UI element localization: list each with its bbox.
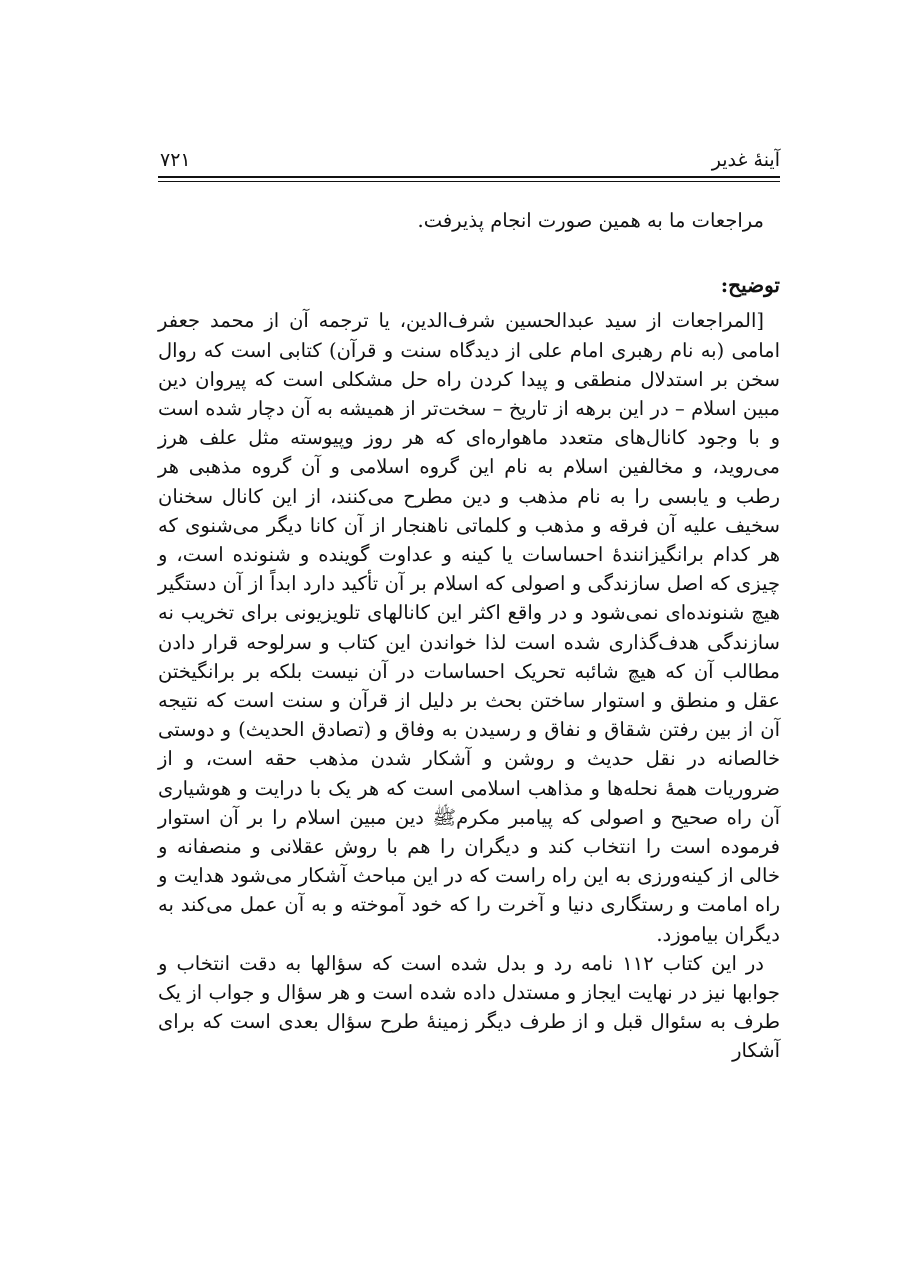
paragraph: در این کتاب ۱۱۲ نامه رد و بدل شده است که سؤالها به دقت انتخاب و جوابها نیز در نهایت ایجاز و مستدل داده شده است و هر سؤال و جواب از یک طرف به سئوال قبل و از طرف دیگر زمینهٔ طرح سؤال بعدی است که برای آشکار	[158, 951, 780, 1063]
intro-line: مراجعات ما به همین صورت انجام پذیرفت.	[417, 209, 764, 232]
book-title: آینهٔ غدیر	[711, 149, 780, 171]
section-heading: توضیح:	[720, 273, 780, 298]
body-text	[158, 206, 780, 1066]
header-rule-thin	[158, 181, 780, 182]
header-rule-thick	[158, 176, 780, 178]
page-number: ۷۲۱	[160, 149, 191, 171]
running-header	[158, 148, 780, 178]
paragraph: [المراجعات از سید عبدالحسین شرف‌الدین، یا ترجمه آن از محمد جعفر امامی (به نام رهبری امام علی از دیدگاه سنت و قرآن) کتابی است که روال سخن بر استدلال منطقی و پیدا کردن راه حل مشکلی است که پیروان دین مبین اسلام – در این برهه از تاریخ – سخت‌تر از همیشه به آن دچار شده است و با وجود کانال‌های متعدد ماهواره‌ای که هر روز وپیوسته مثل علف هرز می‌روید، و مخالفین اسلام به نام این گروه اسلامی و آن گروه مذهبی هر رطب و یابسی را به نام مذهب و دین مطرح می‌کنند، از این کانال سخنان سخیف علیه آن فرقه و مذهب و کلماتی ناهنجار از آن کانا دیگر می‌شنوی که هر کدام برانگیزانندهٔ احساسات یا کینه و عداوت گوینده و شنونده است، و چیزی که اصل سازندگی و اصولی که اسلام بر آن تأکید دارد ابداً از آن دستگیر هیچ شنونده‌ای نمی‌شود و در واقع اکثر این کانالهای تلویزیونی برای تخریب نه سازندگی هدف‌گذاری شده است لذا خواندن این کتاب و سرلوحه قرار دادن مطالب آن که هیچ شائبه تحریک احساسات در آن نیست بلکه بر برانگیختن عقل و منطق و استوار ساختن بحث بر دلیل از قرآن و سنت است که نتیجه آن از بین رفتن شقاق و نفاق و رسیدن به وفاق و (تصادق الحدیث) و دوستی خالصانه در نقل حدیث و روشن و آشکار شدن مذهب حقه است، و از ضروریات همهٔ نحله‌ها و مذاهب اسلامی است که هر یک با درایت و هوشیاری آن راه صحیح و اصولی که پیامبر مکرمﷺ دین مبین اسلام را بر آن استوار فرموده است را انتخاب کند و دیگران را هم با روش عقلانی و منصفانه و خالی از کینه‌ورزی به این راه راست که در این مباحث آشکار می‌شود هدایت و راه امامت و رستگاری دنیا و آخرت را که خود آموخته و به آن عمل می‌کند به دیگران بیاموزد.	[158, 309, 780, 946]
